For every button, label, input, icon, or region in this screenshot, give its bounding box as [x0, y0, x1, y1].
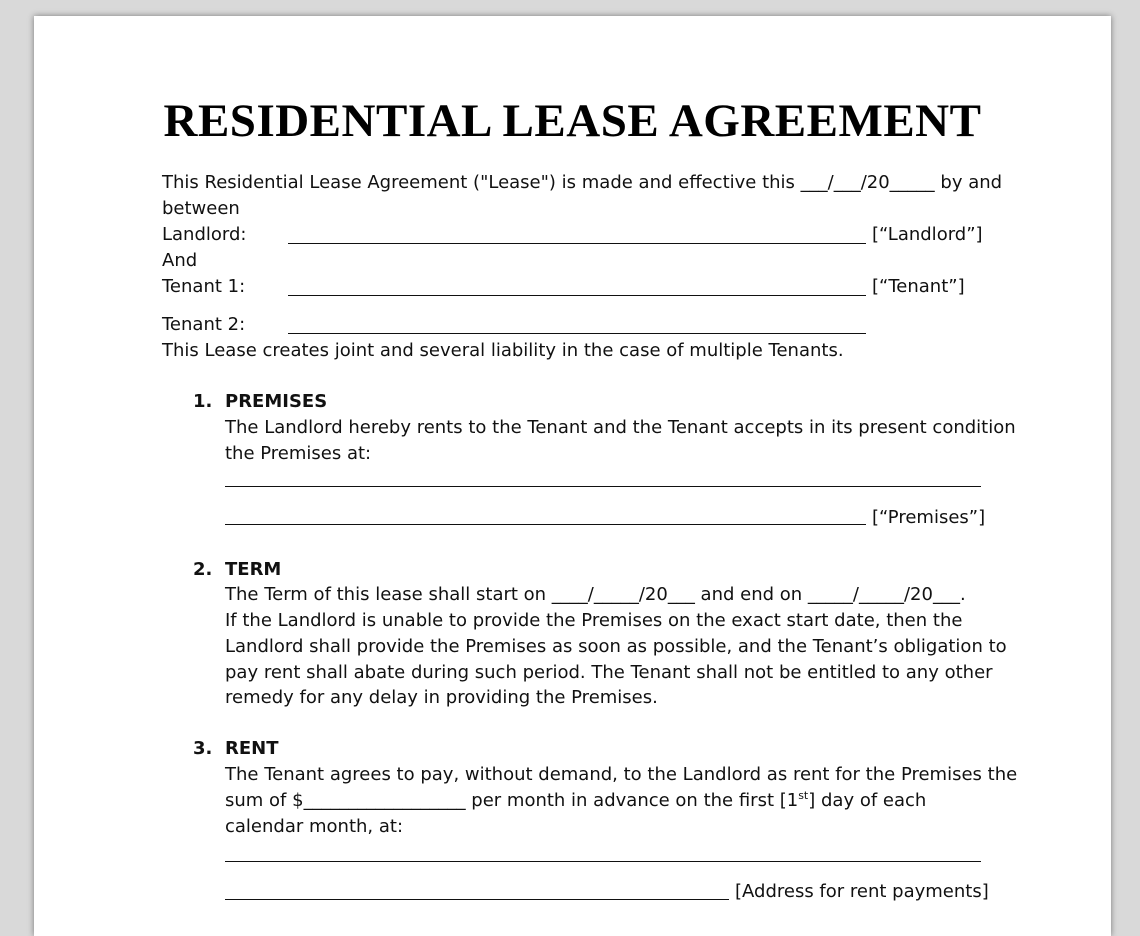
- section-number-term: 2.: [193, 559, 213, 580]
- term-line-5: remedy for any delay in providing the Premises.: [225, 687, 658, 708]
- term-line-1: The Term of this lease shall start on ____/_____/20___ and end on _____/_____/20___.: [225, 584, 966, 605]
- term-line-4: pay rent shall abate during such period. The Tenant shall not be entitled to any other: [225, 662, 993, 683]
- intro-line-2: between: [162, 198, 240, 219]
- section-heading-premises: PREMISES: [225, 391, 328, 412]
- section-heading-term: TERM: [225, 559, 282, 580]
- rent-line-2-end: ] day of each: [808, 790, 927, 811]
- landlord-tag: [“Landlord”]: [872, 224, 983, 245]
- section-number-rent: 3.: [193, 738, 213, 759]
- document-title: RESIDENTIAL LEASE AGREEMENT: [163, 95, 982, 147]
- landlord-blank-line[interactable]: [288, 243, 866, 244]
- and-label: And: [162, 250, 198, 271]
- section-heading-rent: RENT: [225, 738, 279, 759]
- tenant1-blank-line[interactable]: [288, 295, 866, 296]
- premises-tag: [“Premises”]: [872, 507, 986, 528]
- rent-address-tag: [Address for rent payments]: [735, 881, 989, 902]
- premises-blank-line-1[interactable]: [225, 486, 981, 487]
- section-number-premises: 1.: [193, 391, 213, 412]
- rent-address-blank-line-2[interactable]: [225, 899, 729, 900]
- document-page: [34, 16, 1111, 936]
- term-line-3: Landlord shall provide the Premises as soon as possible, and the Tenant’s obligation to: [225, 636, 1007, 657]
- rent-address-blank-line-1[interactable]: [225, 861, 981, 862]
- rent-line-3: calendar month, at:: [225, 816, 404, 837]
- premises-line-2: the Premises at:: [225, 443, 372, 464]
- rent-line-2-superscript: st: [798, 789, 809, 802]
- landlord-label: Landlord:: [162, 224, 247, 245]
- liability-note: This Lease creates joint and several liability in the case of multiple Tenants.: [162, 340, 844, 361]
- tenant1-tag: [“Tenant”]: [872, 276, 965, 297]
- intro-line-1: This Residential Lease Agreement ("Lease") is made and effective this ___/___/20_____ by and: [162, 172, 1003, 193]
- term-line-2: If the Landlord is unable to provide the Premises on the exact start date, then the: [225, 610, 963, 631]
- premises-blank-line-2[interactable]: [225, 524, 866, 525]
- tenant1-label: Tenant 1:: [162, 276, 246, 297]
- tenant2-blank-line[interactable]: [288, 333, 866, 334]
- rent-line-2: [225, 790, 926, 812]
- rent-line-1: The Tenant agrees to pay, without demand, to the Landlord as rent for the Premises the: [225, 764, 1018, 785]
- rent-line-2-start: sum of $__________________ per month in advance on the first [1: [225, 790, 799, 811]
- tenant2-label: Tenant 2:: [162, 314, 246, 335]
- premises-line-1: The Landlord hereby rents to the Tenant and the Tenant accepts in its present condition: [225, 417, 1016, 438]
